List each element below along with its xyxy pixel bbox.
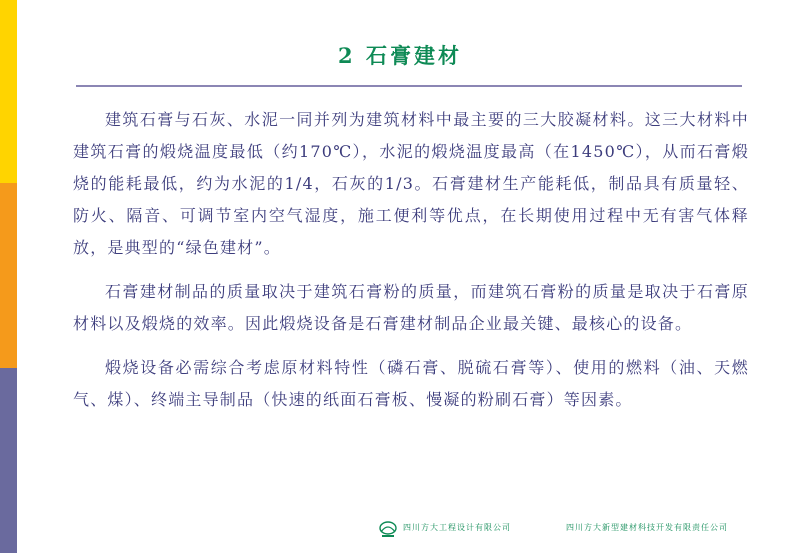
slide-title: 2 石膏建材 [338, 43, 462, 68]
paragraph-1: 建筑石膏与石灰、水泥一同并列为建筑材料中最主要的三大胶凝材料。这三大材料中建筑石膏的煅烧温度最低（约170℃），水泥的煅烧温度最高（在1450℃），从而石膏煅烧的能耗最低，约为水泥的1/4，石灰的1/3。石膏建材生产能耗低，制品具有质量轻、防火、隔音、可调节室内空气湿度，施工便利等优点，在长期使用过程中无有害气体释放，是典型的“绿色建材”。 [73, 110, 749, 257]
footer-company-right: 四川方大新型建材科技开发有限责任公司 [566, 523, 728, 532]
slide-body [73, 104, 749, 428]
sidebar-band-yellow [0, 0, 17, 183]
footer-company-left: 四川方大工程设计有限公司 [403, 523, 511, 532]
paragraph-2: 石膏建材制品的质量取决于建筑石膏粉的质量，而建筑石膏粉的质量是取决于石膏原材料以及煅烧的效率。因此煅烧设备是石膏建材制品企业最关键、最核心的设备。 [73, 282, 749, 333]
sidebar-band-orange [0, 183, 17, 368]
company-logo-icon [377, 518, 399, 540]
sidebar-color-bands [0, 0, 17, 553]
title-divider [76, 85, 742, 87]
sidebar-band-purple [0, 368, 17, 553]
paragraph-3: 煅烧设备必需综合考虑原材料特性（磷石膏、脱硫石膏等）、使用的燃料（油、天燃气、煤）、终端主导制品（快速的纸面石膏板、慢凝的粉刷石膏）等因素。 [73, 358, 749, 409]
